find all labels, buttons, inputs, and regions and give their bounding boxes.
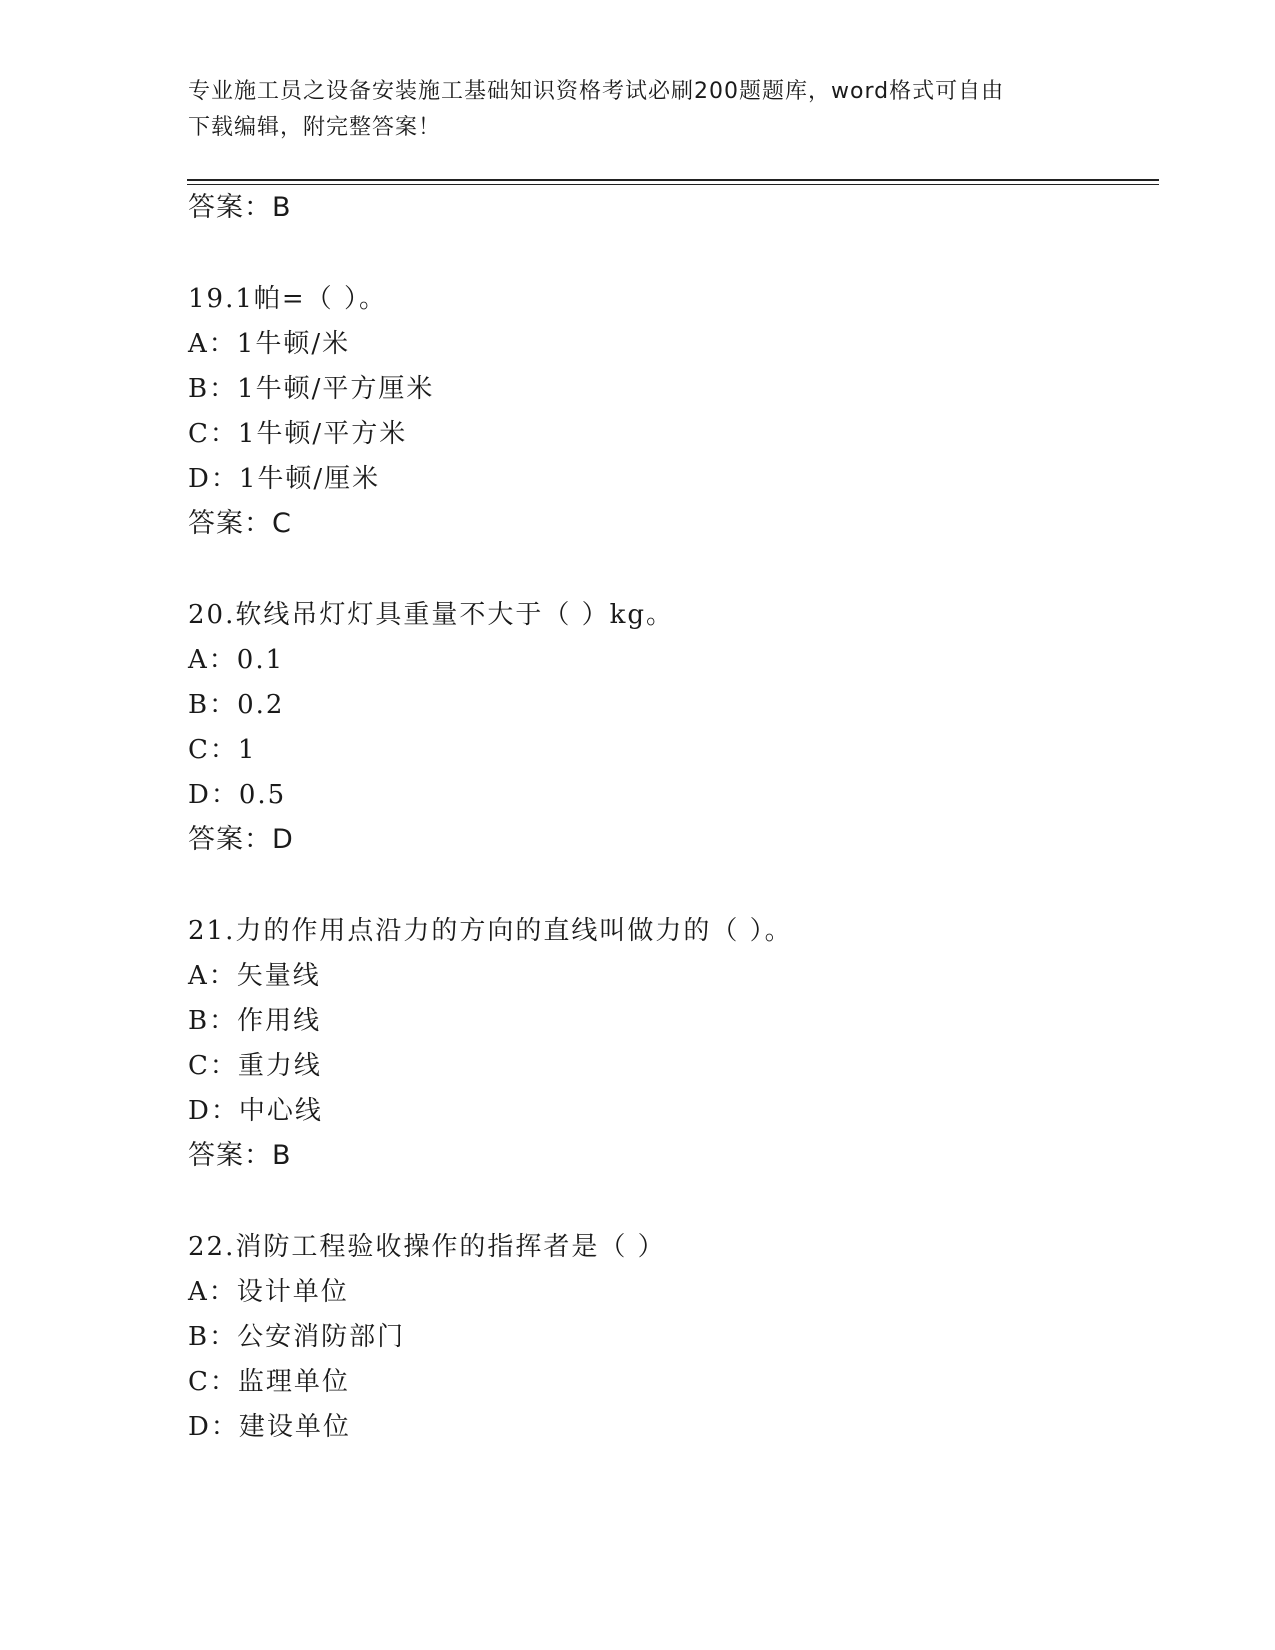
question-option: D：1牛顿/厘米	[188, 464, 381, 494]
question-option: C：1	[188, 735, 257, 765]
header-divider-thick	[187, 179, 1159, 181]
header-divider-thin	[187, 184, 1159, 185]
question-stem: 21.力的作用点沿力的方向的直线叫做力的（ ）。	[188, 916, 793, 946]
question-answer: 答案：C	[188, 508, 292, 539]
question-option: B：公安消防部门	[188, 1322, 406, 1352]
header-line-2: 下载编辑，附完整答案！	[188, 115, 442, 140]
header-line-1: 专业施工员之设备安装施工基础知识资格考试必刷200题题库，word格式可自由	[188, 79, 1005, 104]
question-option: B：作用线	[188, 1006, 322, 1036]
question-option: D：中心线	[188, 1096, 323, 1126]
question-option: A：0.1	[188, 645, 285, 675]
question-option: B：0.2	[188, 690, 285, 720]
question-answer: 答案：D	[188, 824, 294, 855]
question-option: A：设计单位	[188, 1277, 349, 1307]
question-option: D：0.5	[188, 780, 287, 810]
previous-answer: 答案：B	[188, 192, 292, 223]
question-option: D：建设单位	[188, 1412, 351, 1442]
question-option: A：矢量线	[188, 961, 321, 991]
question-option: C：重力线	[188, 1051, 322, 1081]
question-option: B：1牛顿/平方厘米	[188, 374, 435, 404]
question-option: A：1牛顿/米	[188, 329, 351, 359]
question-option: C：1牛顿/平方米	[188, 419, 408, 449]
question-stem: 19.1帕=（ ）。	[188, 284, 387, 314]
document-header	[188, 74, 1088, 146]
question-option: C：监理单位	[188, 1367, 350, 1397]
question-answer: 答案：B	[188, 1140, 292, 1171]
question-stem: 20.软线吊灯灯具重量不大于（ ）kg。	[188, 600, 675, 630]
question-stem: 22.消防工程验收操作的指挥者是（ ）	[188, 1232, 666, 1262]
